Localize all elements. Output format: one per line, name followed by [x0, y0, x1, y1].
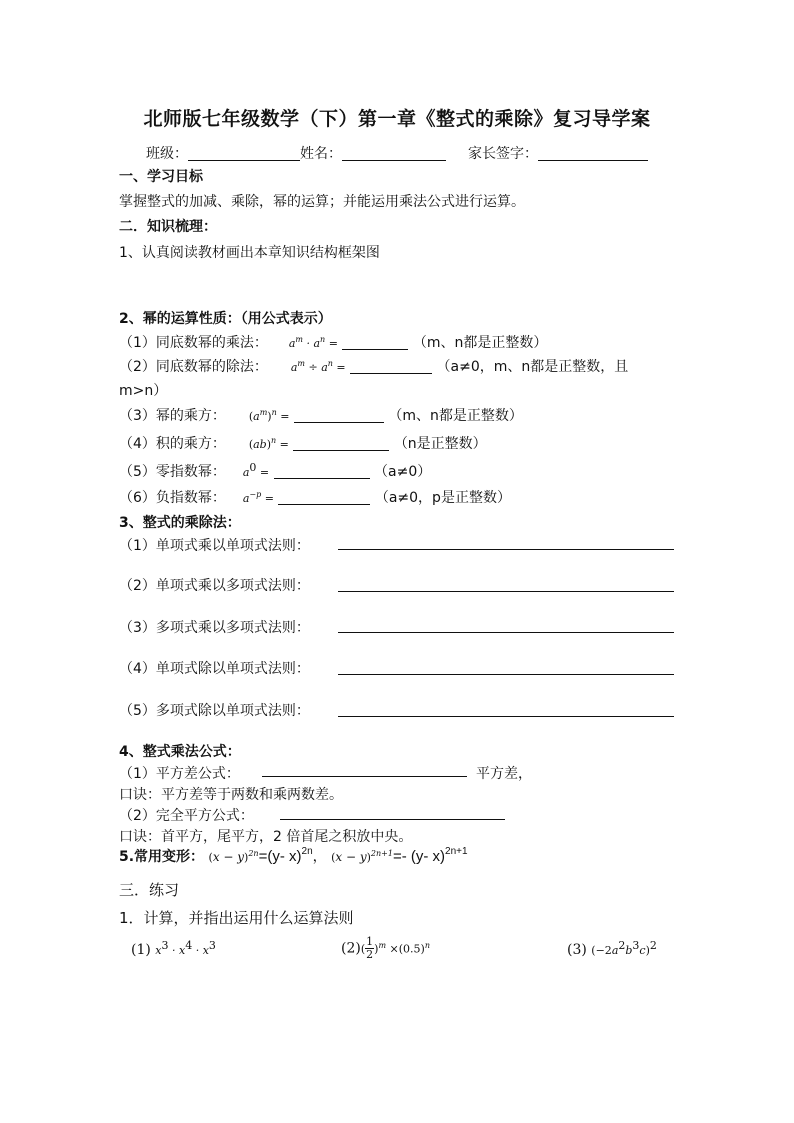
answer-blank[interactable]: [278, 490, 370, 505]
rule-label: （4）积的乘方：: [119, 436, 226, 452]
rule-item-2: （2）单项式乘以多项式法则：: [119, 578, 310, 594]
answer-blank[interactable]: [274, 464, 370, 479]
rule-label: （1）同底数幂的乘法：: [119, 335, 268, 351]
rule-label: （2）同底数幂的除法：: [119, 359, 268, 375]
rule-zero-exponent: [119, 461, 431, 481]
square-rhyme: 口诀：首平方，尾平方，2 倍首尾之积放中央。: [119, 829, 413, 845]
section-2-heading: 二．知识梳理：: [119, 219, 217, 235]
rule-note: （m、n都是正整数）: [412, 335, 548, 351]
answer-line[interactable]: [338, 591, 674, 592]
rule-item-3: （3）多项式乘以多项式法则：: [119, 620, 310, 636]
section-3-heading: 3、整式的乘除法：: [119, 515, 241, 531]
parent-label: 家长签字：: [468, 146, 538, 162]
answer-line[interactable]: [338, 674, 674, 675]
rule-same-base-divide: [119, 356, 628, 376]
answer-blank[interactable]: [294, 408, 384, 423]
answer-line[interactable]: [280, 819, 505, 820]
formula-expression: (ab)$^n$ =: [248, 436, 289, 451]
page-title: 北师版七年级数学（下）第一章《整式的乘除》复习导学案: [143, 108, 651, 130]
parent-signature-field[interactable]: [468, 143, 648, 163]
section-4-heading: 4、整式乘法公式：: [119, 744, 241, 760]
rule-item-1: （1）单项式乘以单项式法则：: [119, 538, 310, 554]
answer-line[interactable]: [338, 549, 674, 550]
rule-label: （6）负指数幂：: [119, 490, 226, 506]
formula-expression: $a^m \cdot a^n$ =: [288, 335, 338, 350]
class-label: 班级：: [146, 146, 188, 162]
rule-negative-exponent: [119, 487, 511, 507]
name-label: 姓名：: [300, 146, 342, 162]
rule-note: （a≠0，p是正整数）: [374, 490, 511, 506]
practice-heading: 三．练习: [119, 881, 180, 899]
question-1: 1．计算，并指出运用什么运算法则: [119, 909, 354, 927]
formula-expression: $a^0$ =: [242, 461, 270, 479]
problem-3: (3) $(-2a^2b^3c)^2$: [567, 939, 657, 958]
answer-line[interactable]: [338, 716, 674, 717]
answer-blank[interactable]: [293, 436, 389, 451]
knowledge-item-1: 1、认真阅读教材画出本章知识结构框架图: [119, 245, 380, 261]
power-rules-heading: 2、幂的运算性质：（用公式表示）: [119, 311, 332, 327]
formula-expression: $a^m \div a^n$ =: [290, 359, 346, 374]
formula-expression: $a^{-p}$ =: [242, 490, 274, 505]
rule-note: （a≠0，m、n都是正整数，且: [436, 359, 629, 375]
rule-note: （n是正整数）: [393, 436, 487, 452]
diff-of-squares-label: （1）平方差公式：: [119, 766, 240, 782]
common-transforms: 5.常用变形： $(x - y)^{2n}=(y-$ x)$^{2n}$， $(x - y)^{2n+1}=-$ (y- x)$^{2n+1}$: [119, 846, 468, 865]
name-field[interactable]: [300, 143, 446, 163]
section-1-heading: 一、学习目标: [119, 169, 203, 185]
rule-same-base-multiply: [119, 332, 547, 352]
rule-label: （3）幂的乘方：: [119, 408, 226, 424]
rule-power-of-power: [119, 405, 523, 425]
rule-power-of-product: [119, 433, 487, 453]
rule-note: （a≠0）: [374, 464, 432, 480]
rule-note: （m、n都是正整数）: [388, 408, 523, 424]
rule-item-4: （4）单项式除以单项式法则：: [119, 661, 310, 677]
class-field[interactable]: [146, 143, 300, 163]
problem-2: (2)( $\frac{1}{2}$ )$^m \times(0.5)^n$: [341, 935, 430, 961]
perfect-square-label: （2）完全平方公式：: [119, 808, 254, 824]
learning-goal-text: 掌握整式的加减、乘除，幂的运算；并能运用乘法公式进行运算。: [119, 194, 525, 210]
diff-of-squares-suffix: 平方差，: [476, 766, 532, 782]
answer-line[interactable]: [262, 776, 467, 777]
answer-blank[interactable]: [350, 359, 432, 374]
answer-blank[interactable]: [342, 335, 408, 350]
rule-note-continued: m>n）: [119, 383, 168, 399]
answer-line[interactable]: [338, 632, 674, 633]
rule-label: （5）零指数幂：: [119, 464, 226, 480]
problem-1: (1) $x^3 \cdot x^4 \cdot x^3$: [131, 939, 216, 958]
diff-rhyme: 口诀：平方差等于两数和乘两数差。: [119, 787, 343, 803]
rule-item-5: （5）多项式除以单项式法则：: [119, 703, 310, 719]
formula-expression: $(a^m)^n$ =: [248, 408, 290, 423]
section-5-heading: 5.常用变形：: [119, 849, 205, 865]
